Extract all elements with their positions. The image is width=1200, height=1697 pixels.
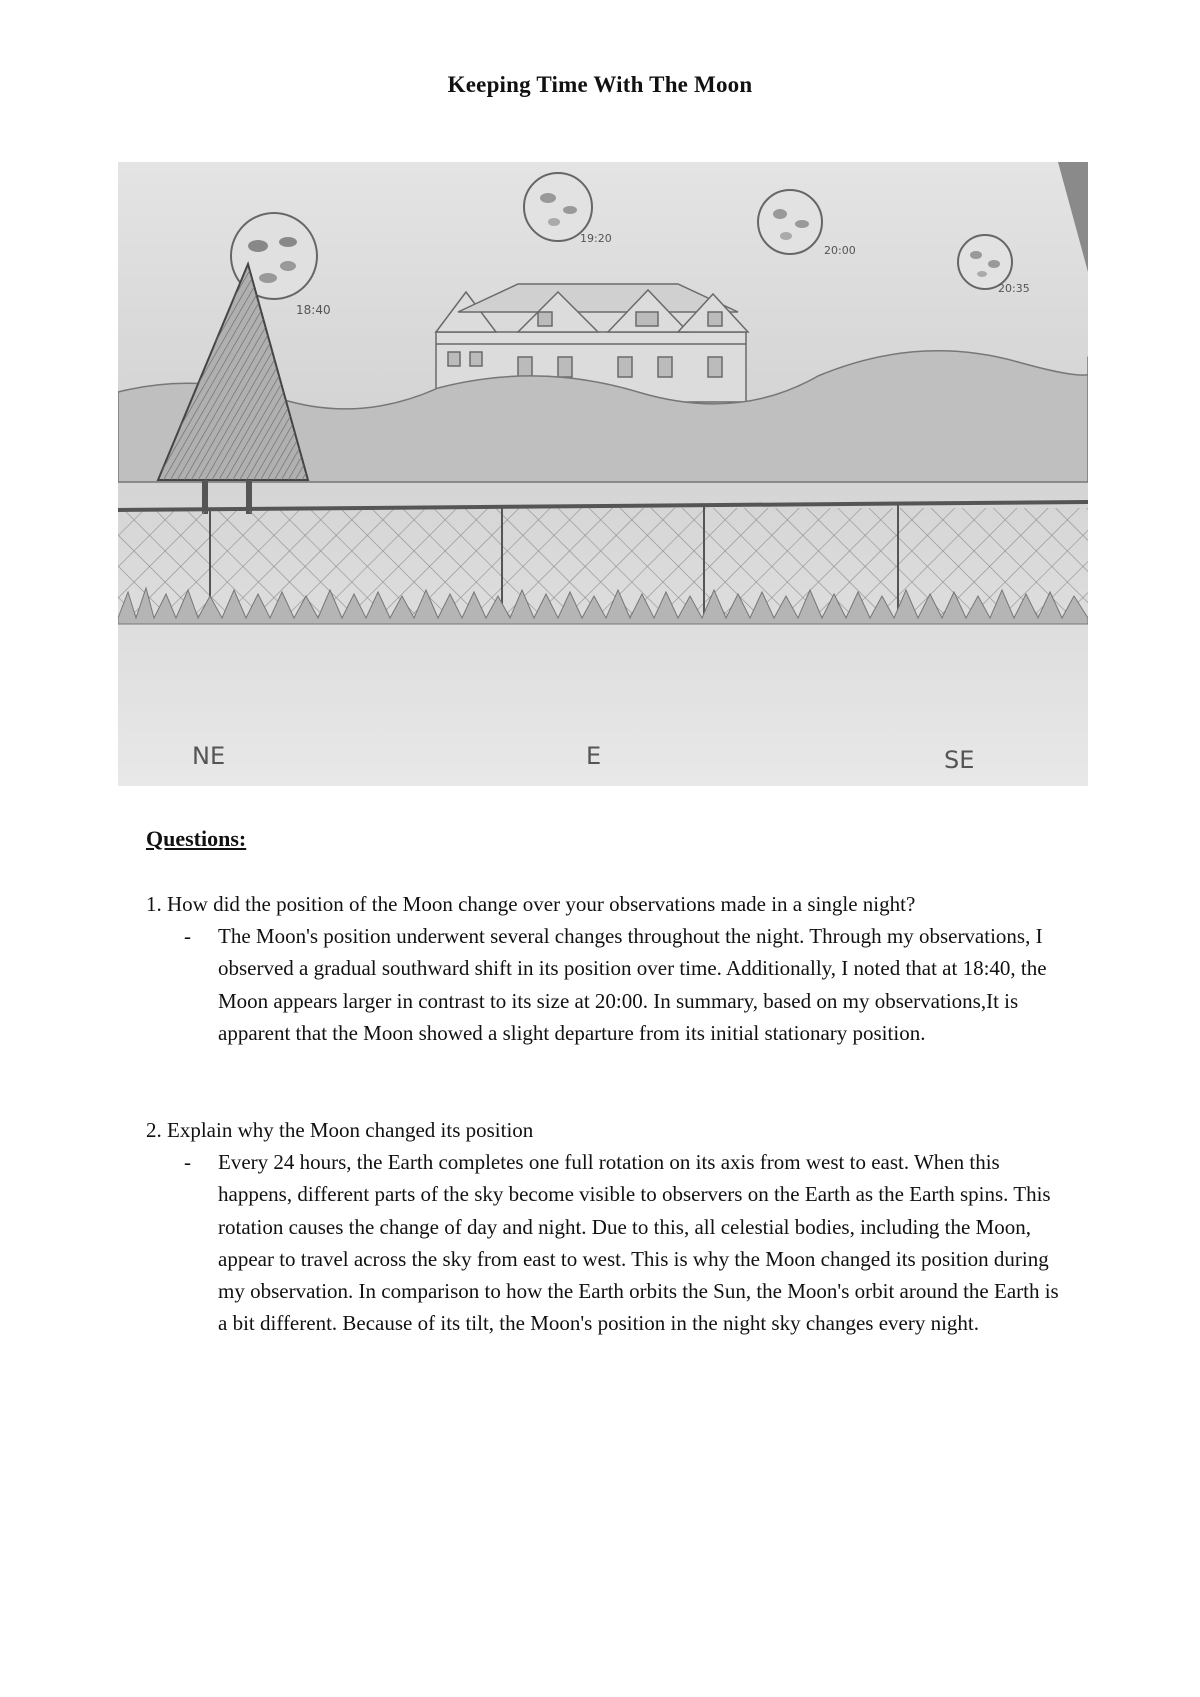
direction-label-ne: NE — [192, 742, 226, 770]
direction-label-e: E — [586, 742, 602, 770]
moon-observation-drawing — [118, 162, 1088, 786]
document-title: Keeping Time With The Moon — [447, 72, 753, 97]
moon-2000 — [758, 190, 822, 254]
question-block-1 — [146, 888, 1066, 1049]
answer-text — [146, 1146, 1066, 1339]
questions-heading: Questions: — [146, 826, 247, 851]
moon-label-1840: 18:40 — [296, 303, 331, 317]
moon-label-1920: 19:20 — [580, 232, 612, 245]
fence-sketch — [118, 502, 1088, 618]
moon-2035 — [958, 235, 1012, 289]
question-block-2 — [146, 1114, 1066, 1339]
answer-body: The Moon's position underwent several changes throughout the night. Through my observations, I observed a gradual southward shift in its position over time. Additionally, I noted that at 18:40, the Moon appears larger in contrast to its size at 20:00. In summary, based on my observations,It is apparent that the Moon showed a slight departure from its initial stationary position. — [218, 924, 1047, 1045]
question-text: 2. Explain why the Moon changed its position — [146, 1118, 534, 1142]
moon-1920 — [524, 173, 592, 241]
bullet-dash: - — [184, 1150, 191, 1175]
bullet-dash: - — [184, 924, 191, 949]
moon-label-2000: 20:00 — [824, 244, 856, 257]
direction-label-se: SE — [944, 746, 975, 774]
answer-body: Every 24 hours, the Earth completes one full rotation on its axis from west to east. When this happens, different parts of the sky become visible to observers on the Earth as the Earth spins. This rotation causes the change of day and night. Due to this, all celestial bodies, including the Moon, appear to travel across the sky from east to west. This is why the Moon changed its position during my observation. In comparison to how the Earth orbits the Sun, the Moon's orbit around the Earth is a bit different. Because of its tilt, the Moon's position in the night sky changes every night. — [218, 1150, 1059, 1336]
question-text: 1. How did the position of the Moon change over your observations made in a single night? — [146, 892, 916, 916]
answer-text — [146, 920, 1066, 1049]
moon-label-2035: 20:35 — [998, 282, 1030, 295]
